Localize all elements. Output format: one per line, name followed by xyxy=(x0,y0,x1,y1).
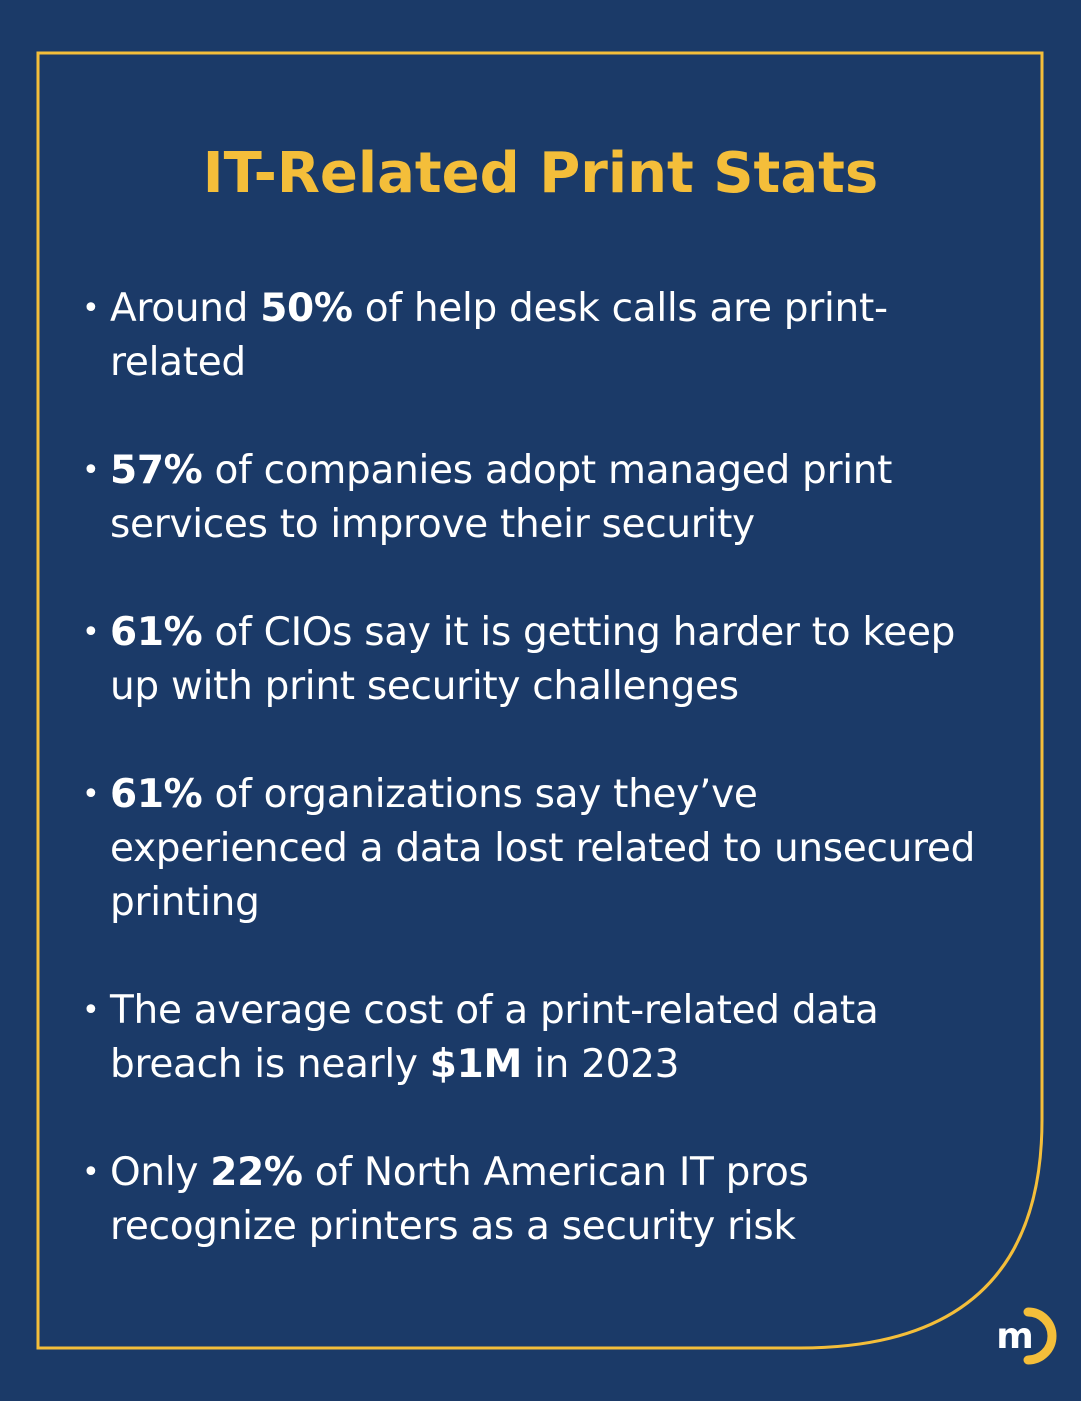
stat-text-post: of CIOs say it is getting harder to keep up with print security challenges xyxy=(110,610,956,709)
stat-highlight: 61% xyxy=(110,772,203,817)
stat-text-post: in 2023 xyxy=(521,1042,680,1087)
stat-highlight: 50% xyxy=(260,286,353,331)
stat-highlight: $1M xyxy=(429,1042,522,1087)
stats-list xyxy=(82,282,982,1308)
stat-highlight: 57% xyxy=(110,448,203,493)
stat-item xyxy=(82,984,982,1092)
stat-item xyxy=(82,768,982,930)
stat-item xyxy=(82,444,982,552)
stat-text-post: of help desk calls are print-related xyxy=(110,286,888,385)
stat-text-post: of North American IT pros recognize printers as a security risk xyxy=(110,1150,809,1249)
page-title: IT-Related Print Stats xyxy=(202,141,879,206)
stat-item xyxy=(82,1146,982,1254)
brand-logo-letter: m xyxy=(996,1316,1034,1357)
stat-item xyxy=(82,606,982,714)
brand-logo-icon xyxy=(978,1296,1058,1376)
stat-text-post: of companies adopt managed print services to improve their security xyxy=(110,448,893,547)
stat-highlight: 22% xyxy=(210,1150,303,1195)
stat-text-pre: The average cost of a print-related data breach is nearly xyxy=(110,988,879,1087)
stat-highlight: 61% xyxy=(110,610,203,655)
stat-text-pre: Around xyxy=(110,286,261,331)
stat-item xyxy=(82,282,982,390)
stat-text-post: of organizations say they’ve experienced a data lost related to unsecured printing xyxy=(110,772,976,925)
stat-text-pre: Only xyxy=(110,1150,211,1195)
